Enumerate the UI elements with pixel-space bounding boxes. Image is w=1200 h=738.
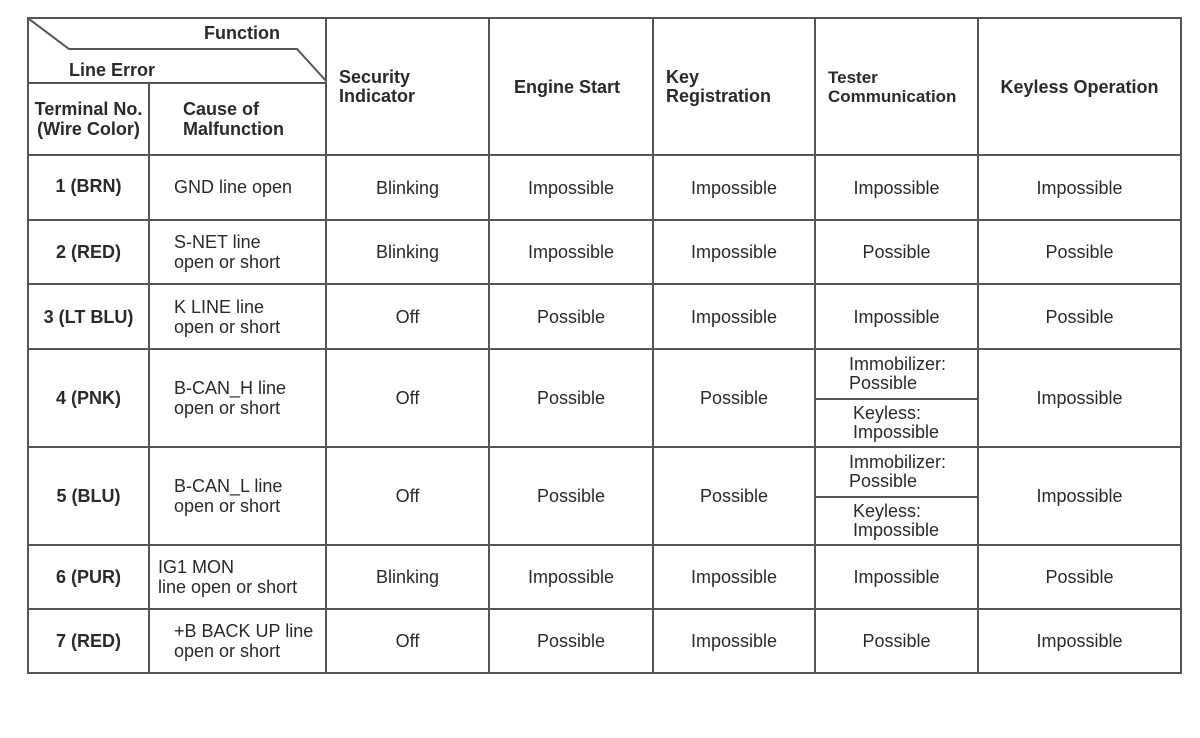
terminal-cell: 6 (PUR)	[28, 545, 149, 609]
malfunction-table	[27, 17, 1182, 674]
table-row	[28, 447, 1181, 545]
table-row	[28, 545, 1181, 609]
tester-cell: Impossible	[815, 545, 978, 609]
cause-cell: IG1 MON line open or short	[149, 545, 326, 609]
keyless-cell: Impossible	[978, 609, 1181, 673]
table-row	[28, 220, 1181, 284]
engine-start-cell: Possible	[489, 349, 653, 447]
engine-start-cell: Impossible	[489, 545, 653, 609]
tester-immobilizer-status: Immobilizer: Possible	[816, 350, 977, 400]
keyless-cell: Possible	[978, 284, 1181, 349]
header-terminal-no: Terminal No. (Wire Color)	[28, 83, 149, 155]
tester-keyless-status: Keyless: Impossible	[853, 403, 940, 442]
engine-start-cell: Impossible	[489, 220, 653, 284]
cause-cell: K LINE line open or short	[149, 284, 326, 349]
key-registration-cell: Possible	[653, 349, 815, 447]
key-registration-cell: Impossible	[653, 284, 815, 349]
header-security-indicator: Security Indicator	[326, 18, 489, 155]
security-cell: Blinking	[326, 220, 489, 284]
table-row	[28, 155, 1181, 220]
key-registration-cell: Impossible	[653, 545, 815, 609]
key-registration-cell: Impossible	[653, 220, 815, 284]
keyless-cell: Possible	[978, 545, 1181, 609]
cause-cell: S-NET line open or short	[149, 220, 326, 284]
tester-split-cell	[815, 349, 978, 447]
header-tester-communication: Tester Communication	[815, 18, 978, 155]
security-cell: Off	[326, 284, 489, 349]
table-row	[28, 284, 1181, 349]
cause-cell: +B BACK UP line open or short	[149, 609, 326, 673]
security-cell: Off	[326, 349, 489, 447]
terminal-cell: 2 (RED)	[28, 220, 149, 284]
engine-start-cell: Possible	[489, 284, 653, 349]
header-function: Function	[204, 23, 280, 43]
key-registration-cell: Impossible	[653, 155, 815, 220]
keyless-cell: Impossible	[978, 155, 1181, 220]
header-function-line-error	[28, 18, 326, 83]
tester-keyless-status: Keyless: Impossible	[853, 501, 940, 540]
key-registration-cell: Impossible	[653, 609, 815, 673]
security-cell: Blinking	[326, 545, 489, 609]
security-cell: Blinking	[326, 155, 489, 220]
keyless-cell: Impossible	[978, 447, 1181, 545]
terminal-cell: 4 (PNK)	[28, 349, 149, 447]
terminal-cell: 1 (BRN)	[28, 155, 149, 220]
tester-immobilizer-status: Immobilizer: Possible	[816, 448, 977, 498]
header-keyless-operation: Keyless Operation	[978, 18, 1181, 155]
tester-cell: Possible	[815, 609, 978, 673]
terminal-cell: 7 (RED)	[28, 609, 149, 673]
header-line-error: Line Error	[69, 60, 156, 80]
cause-cell: GND line open	[149, 155, 326, 220]
cause-cell: B-CAN_H line open or short	[149, 349, 326, 447]
cause-cell: B-CAN_L line open or short	[149, 447, 326, 545]
engine-start-cell: Possible	[489, 609, 653, 673]
header-engine-start: Engine Start	[489, 18, 653, 155]
terminal-cell: 3 (LT BLU)	[28, 284, 149, 349]
table-row	[28, 349, 1181, 447]
terminal-cell: 5 (BLU)	[28, 447, 149, 545]
table-row	[28, 609, 1181, 673]
security-cell: Off	[326, 447, 489, 545]
header-cause: Cause of Malfunction	[149, 83, 326, 155]
security-cell: Off	[326, 609, 489, 673]
key-registration-cell: Possible	[653, 447, 815, 545]
header-key-registration: Key Registration	[653, 18, 815, 155]
keyless-cell: Impossible	[978, 349, 1181, 447]
keyless-cell: Possible	[978, 220, 1181, 284]
tester-cell: Impossible	[815, 155, 978, 220]
engine-start-cell: Impossible	[489, 155, 653, 220]
tester-split-cell	[815, 447, 978, 545]
tester-cell: Possible	[815, 220, 978, 284]
tester-cell: Impossible	[815, 284, 978, 349]
engine-start-cell: Possible	[489, 447, 653, 545]
